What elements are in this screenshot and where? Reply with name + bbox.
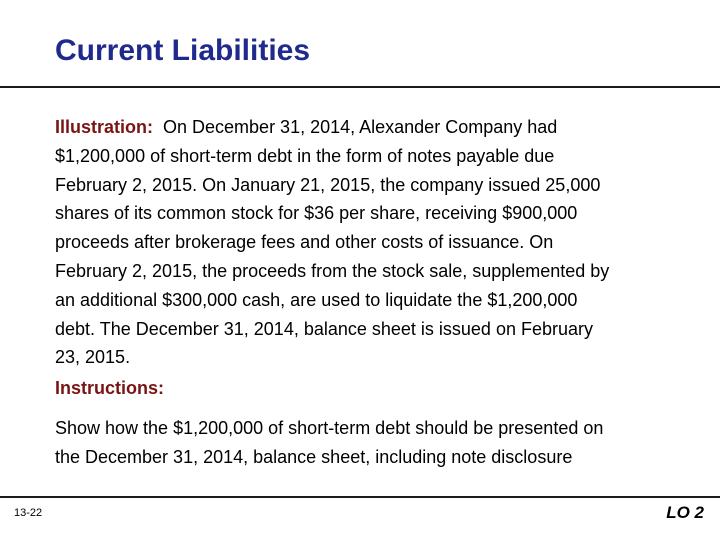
slide-title: Current Liabilities (55, 34, 311, 67)
illustration-line (55, 113, 695, 142)
title-divider (0, 86, 720, 88)
instructions-line: the December 31, 2014, balance sheet, including note disclosure (55, 447, 573, 467)
slide-number: 13-22 (14, 507, 43, 519)
illustration-line: shares of its common stock for $36 per share, receiving $900,000 (55, 203, 578, 224)
illustration-label: Illustration: (55, 117, 153, 137)
illustration-line: proceeds after brokerage fees and other costs of issuance. On (55, 232, 554, 253)
illustration-block (55, 113, 695, 372)
learning-objective-tag: LO 2 (666, 503, 704, 522)
illustration-line: February 2, 2015. On January 21, 2015, the company issued 25,000 (55, 174, 601, 195)
illustration-line: 23, 2015. (55, 347, 131, 368)
instructions-block (55, 414, 695, 472)
illustration-line: debt. The December 31, 2014, balance sheet is issued on February (55, 318, 593, 339)
illustration-line: February 2, 2015, the proceeds from the stock sale, supplemented by (55, 260, 610, 281)
illustration-line: an additional $300,000 cash, are used to liquidate the $1,200,000 (55, 289, 578, 310)
instructions-line: Show how the $1,200,000 of short-term debt should be presented on (55, 418, 604, 438)
illustration-line: $1,200,000 of short-term debt in the form of notes payable due (55, 145, 555, 166)
instructions-label: Instructions: (55, 378, 165, 398)
footer-divider (0, 496, 720, 498)
illustration-text: On December 31, 2014, Alexander Company had (163, 117, 558, 137)
